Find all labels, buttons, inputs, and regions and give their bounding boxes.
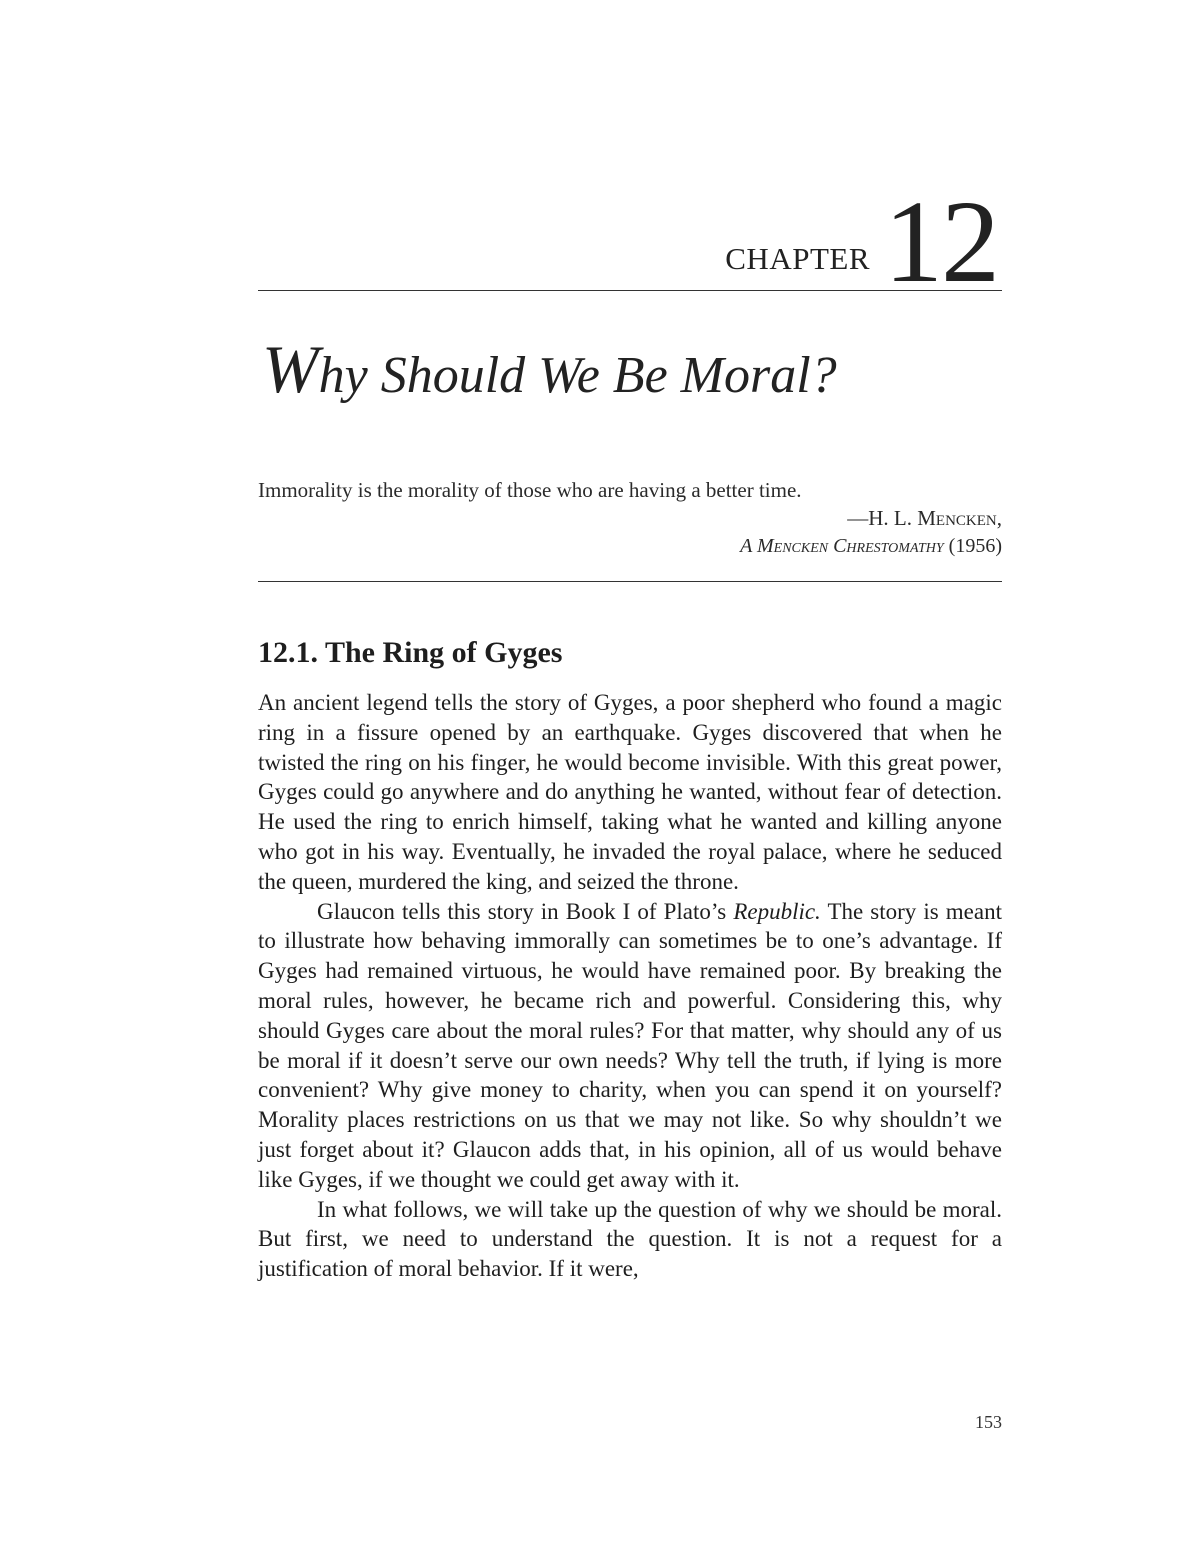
chapter-title-initial: W [262,331,319,407]
paragraph-1-text: An ancient legend tells the story of Gyges, a poor shepherd who found a magic ring in a fissure opened by an earthquake. Gyges discovered that when he twisted the ring on his finger, he would become invisible. With this great power, Gyges could go anywhere and do anything he wanted, without fear of detection. He used the ring to enrich himself, taking what he wanted and killing anyone who got in his way. Eventually, he invaded the royal palace, where he seduced the queen, murdered the king, and seized the throne. [258,690,1002,894]
chapter-label: CHAPTER [725,241,870,276]
paragraph-3-text: In what follows, we will take up the question of why we should be moral. But first, we need to understand the question. It is not a request for a justification of moral behavior. If it were, [258,1196,1002,1282]
body-text [258,688,1002,1284]
paragraph-2-text-start: Glaucon tells this story in Book I of Plato’s [317,898,734,924]
epigraph-source [740,535,1002,558]
epigraph-source-title: A Mencken Chrestomathy [740,535,944,557]
page-number: 153 [975,1412,1002,1432]
chapter-title-text: hy Should We Be Moral? [318,347,837,404]
paragraph-1 [258,688,1002,897]
epigraph-author: —H. L. Mencken, [847,506,1002,530]
section-heading: 12.1. The Ring of Gyges [258,636,563,669]
chapter-heading [258,176,1002,307]
epigraph-source-year: (1956) [948,535,1002,557]
chapter-title [262,330,837,409]
paragraph-3 [258,1195,1002,1284]
book-title-emphasis: Republic. [733,898,821,924]
epigraph-quote: Immorality is the morality of those who are having a better time. [258,478,802,502]
chapter-divider-top [258,290,1002,291]
paragraph-2-text-end: The story is meant to illustrate how behaving immorally can sometimes be to one’s advantage. If Gyges had remained virtuous, he would have remained poor. By breaking the moral rules, however, he became rich and powerful. Considering this, why should Gyges care about the moral rules? For that matter, why should any of us be moral if it doesn’t serve our own needs? Why tell the truth, if lying is more convenient? Why give money to charity, when you can spend it on yourself? Morality places restrictions on us that we may not like. So why shouldn’t we just forget about it? Glaucon adds that, in his opinion, all of us would behave like Gyges, if we thought we could get away with it. [258,898,1002,1192]
paragraph-2 [258,897,1002,1195]
chapter-number: 12 [884,176,998,307]
epigraph-divider [258,581,1002,582]
